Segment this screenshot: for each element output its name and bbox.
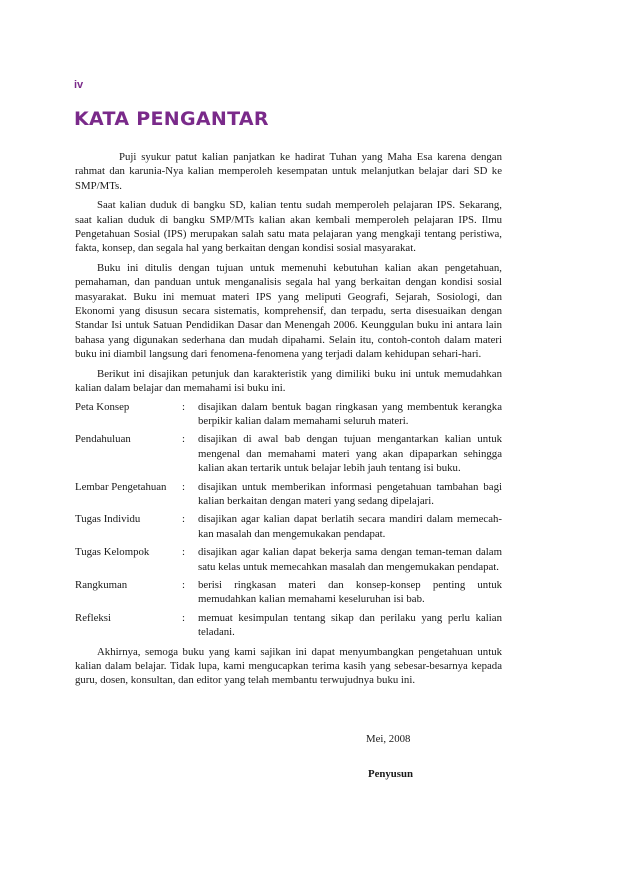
paragraph: Puji syukur patut kalian panjatkan ke hadirat Tuhan yang Maha Esa karena dengan rahmat dan karunia-Nya kalian memperoleh kesempatan untuk melanjutkan belajar dari SD ke SMP/MTs. [75,151,502,192]
feature-desc: memuat kesimpulan tentang sikap dan perilaku yang perlu kalian teladani. [198,611,502,639]
feature-label: Peta Konsep [75,400,130,413]
feature-colon: : [182,480,185,493]
feature-desc: disajikan untuk memberikan informasi pengetahuan tambahan bagi kalian berkaitan dengan materi yang sedang dipelajari. [198,480,502,507]
feature-desc: disajikan agar kalian dapat bekerja sama dengan teman-teman dalam satu kelas untuk memecahkan masalah dan mengemukakan pendapat. [198,546,502,573]
feature-row [75,578,502,607]
feature-colon: : [182,546,185,559]
feature-label: Tugas Individu [75,513,141,526]
feature-desc: disajikan agar kalian dapat berlatih secara mandiri dalam memecah-kan masalah dan mengemukakan pendapat. [198,513,502,540]
feature-colon: : [182,611,185,624]
paragraph: Berikut ini disajikan petunjuk dan karakteristik yang dimiliki buku ini untuk memudahkan kalian dalam belajar dan memahami isi buku ini. [75,367,502,395]
document-body [75,150,502,693]
feature-colon: : [182,578,185,591]
feature-row [75,545,502,574]
feature-row [75,480,502,509]
paragraph: Buku ini ditulis dengan tujuan untuk memenuhi kebutuhan kalian akan pengetahuan, pemahaman, dan panduan untuk menganalisis segala hal yang berkaitan dengan kondisi sosial masyarakat. Buku ini memuat materi IPS yang meliputi Geografi, Sejarah, Sosiologi, dan Ekonomi yang disusun secara sistematis, komprehensif, dan terpadu, serta disesuaikan dengan Standar Isi untuk Satuan Pendidikan Dasar dan Menengah 2006. Keunggulan buku ini antara lain bahasa yang digunakan sederhana dan mudah dipahami. Selain itu, contoh-contoh dalam materi buku ini diambil langsung dari fenomena-fenomena yang terjadi dalam kehidupan sehari-hari. [75,261,502,361]
feature-row [75,432,502,475]
feature-desc: disajikan dalam bentuk bagan ringkasan yang membentuk kerangka berpikir kalian dalam memahami seluruh materi. [198,400,502,427]
feature-label: Refleksi [75,611,111,624]
feature-colon: : [182,433,185,446]
feature-colon: : [182,400,185,413]
feature-label: Pendahuluan [75,433,131,446]
feature-row [75,512,502,541]
feature-row [75,400,502,429]
feature-label: Lembar Pengetahuan [75,480,167,493]
date: Mei, 2008 [366,733,411,745]
page-title: KATA PENGANTAR [74,108,269,130]
feature-label: Rangkuman [75,578,128,591]
feature-row [75,611,502,640]
feature-desc: disajikan di awal bab dengan tujuan mengantarkan kalian untuk mengenal dan memahami materi yang akan dipaparkan sehingga kalian akan tertarik untuk belajar lebih jauh tentang isi buku. [198,433,502,475]
paragraph: Saat kalian duduk di bangku SD, kalian tentu sudah memperoleh pelajaran IPS. Sekarang, saat kalian duduk di bangku SMP/MTs kalian akan kembali memperoleh pelajaran IPS. Ilmu Pengetahuan Sosial (IPS) merupakan salah satu mata pelajaran yang mengkaji tentang peristiwa, fakta, konsep, dan segala hal yang berkaitan dengan kondisi sosial masyarakat. [75,199,502,255]
feature-list [75,400,502,640]
closing-paragraph: Akhirnya, semoga buku yang kami sajikan ini dapat menyumbangkan pengetahuan untuk kalian dalam belajar. Tidak lupa, kami mengucapkan terima kasih yang sebesar-besarnya kepada guru, dosen, konsultan, dan editor yang telah membantu terwujudnya buku ini. [75,645,502,687]
feature-desc: berisi ringkasan materi dan konsep-konsep penting untuk memudahkan kalian memahami keseluruhan isi bab. [198,578,502,606]
feature-colon: : [182,513,185,526]
feature-label: Tugas Kelompok [75,546,150,559]
signature: Penyusun [368,768,414,780]
page-number: iv [74,79,84,91]
